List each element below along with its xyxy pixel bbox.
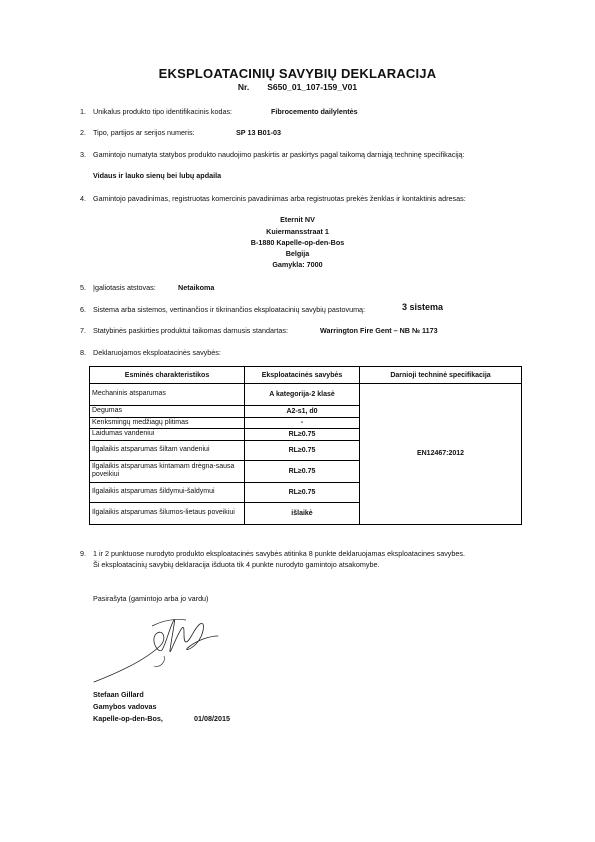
declaration-number <box>0 82 595 92</box>
item-2-value: SP 13 B01-03 <box>236 128 282 137</box>
header-performance: Eksploatacinės savybės <box>245 367 360 384</box>
table-header-row <box>90 367 522 384</box>
item-9-line-1: 1 ir 2 punktuose nurodyto produkto eksploatacinės savybės atitinka 8 punkte deklaruojamas eksploatacines savybes. <box>93 549 465 558</box>
handwritten-signature <box>90 606 240 686</box>
item-4-label: Gamintojo pavadinimas, registruotas komercinis pavadinimas arba registruotas prekės ženklas ir kontaktinis adresas: <box>93 194 466 203</box>
header-specification: Darnioji techninė specifikacija <box>360 367 522 384</box>
address-country: Belgija <box>285 249 310 258</box>
item-5-value: Netaikoma <box>178 283 215 292</box>
row-characteristic: Laidumas vandeniui <box>90 429 245 441</box>
signature-place: Kapelle-op-den-Bos, <box>93 714 163 723</box>
row-characteristic: Mechaninis atsparumas <box>90 384 245 406</box>
item-7-label: Statybinės paskirties produktui taikomas darnusis standartas: <box>93 326 288 335</box>
item-6-value: 3 sistema <box>402 302 444 312</box>
header-characteristics: Esminės charakteristikos <box>90 367 245 384</box>
row-characteristic: Ilgalaikis atsparumas šiltam vandeniui <box>90 440 245 460</box>
performance-table <box>89 366 522 525</box>
item-3-label: Gamintojo numatyta statybos produkto naudojimo paskirtis ar paskirtys pagal taikomą darniąją techninę specifikaciją: <box>93 150 465 159</box>
nr-label: Nr. <box>237 82 250 92</box>
item-6-label: Sistema arba sistemos, vertinančios ir tikrinančios eksploatacinių savybių pastovumą: <box>93 305 366 314</box>
row-performance: išlaikė <box>245 502 360 524</box>
row-performance: RL≥0.75 <box>245 482 360 502</box>
item-5-number: 5. <box>80 283 86 292</box>
row-characteristic: Ilgalaikis atsparumas šildymui-šaldymui <box>90 482 245 502</box>
row-performance: A kategorija-2 klasė <box>245 384 360 406</box>
item-4-number: 4. <box>80 194 86 203</box>
item-5-label: Įgaliotasis atstovas: <box>93 283 156 292</box>
row-performance: - <box>245 417 360 429</box>
item-2-number: 2. <box>80 128 86 137</box>
document-title: EKSPLOATACINIŲ SAVYBIŲ DEKLARACIJA <box>158 66 437 81</box>
address-plant: Gamykla: 7000 <box>272 260 323 269</box>
row-performance: RL≥0.75 <box>245 460 360 482</box>
item-8-number: 8. <box>80 348 86 357</box>
table-row <box>90 384 522 406</box>
item-3-value: Vidaus ir lauko sienų bei lubų apdaila <box>93 171 222 180</box>
item-6-number: 6. <box>80 305 86 314</box>
row-performance: RL≥0.75 <box>245 429 360 441</box>
item-1-value: Fibrocemento dailylentės <box>271 107 358 116</box>
signatory-name: Stefaan Gillard <box>93 690 144 699</box>
row-characteristic: Degumas <box>90 406 245 418</box>
row-characteristic: Ilgalaikis atsparumas šilumos-lietaus poveikiui <box>90 502 245 524</box>
item-9-number: 9. <box>80 549 86 558</box>
signatory-role: Gamybos vadovas <box>93 702 157 711</box>
row-characteristic: Kenksmingų medžiagų plitimas <box>90 417 245 429</box>
signature-label: Pasirašyta (gamintojo arba jo vardu) <box>93 594 209 603</box>
row-performance: A2-s1, d0 <box>245 406 360 418</box>
specification-cell: EN12467:2012 <box>360 384 522 525</box>
signature-date: 01/08/2015 <box>194 714 230 723</box>
item-7-value: Warrington Fire Gent – NB № 1173 <box>320 326 438 335</box>
nr-value: S650_01_107-159_V01 <box>267 82 358 92</box>
item-1-number: 1. <box>80 107 86 116</box>
row-performance: RL≥0.75 <box>245 440 360 460</box>
item-9-line-2: Ši eksploatacinių savybių deklaracija išduota tik 4 punkte nurodyto gamintojo atsakomybe. <box>93 560 380 569</box>
address-city: B-1880 Kapelle-op-den-Bos <box>250 238 345 247</box>
item-7-number: 7. <box>80 326 86 335</box>
item-3-number: 3. <box>80 150 86 159</box>
address-street: Kuiermansstraat 1 <box>266 227 329 236</box>
item-1-label: Unikalus produkto tipo identifikacinis kodas: <box>93 107 233 116</box>
address-company: Eternit NV <box>280 215 315 224</box>
item-8-label: Deklaruojamos eksploatacinės savybės: <box>93 348 221 357</box>
row-characteristic: Ilgalaikis atsparumas kintamam drėgna-sausa poveikiui <box>90 460 245 482</box>
item-2-label: Tipo, partijos ar serijos numeris: <box>93 128 195 137</box>
